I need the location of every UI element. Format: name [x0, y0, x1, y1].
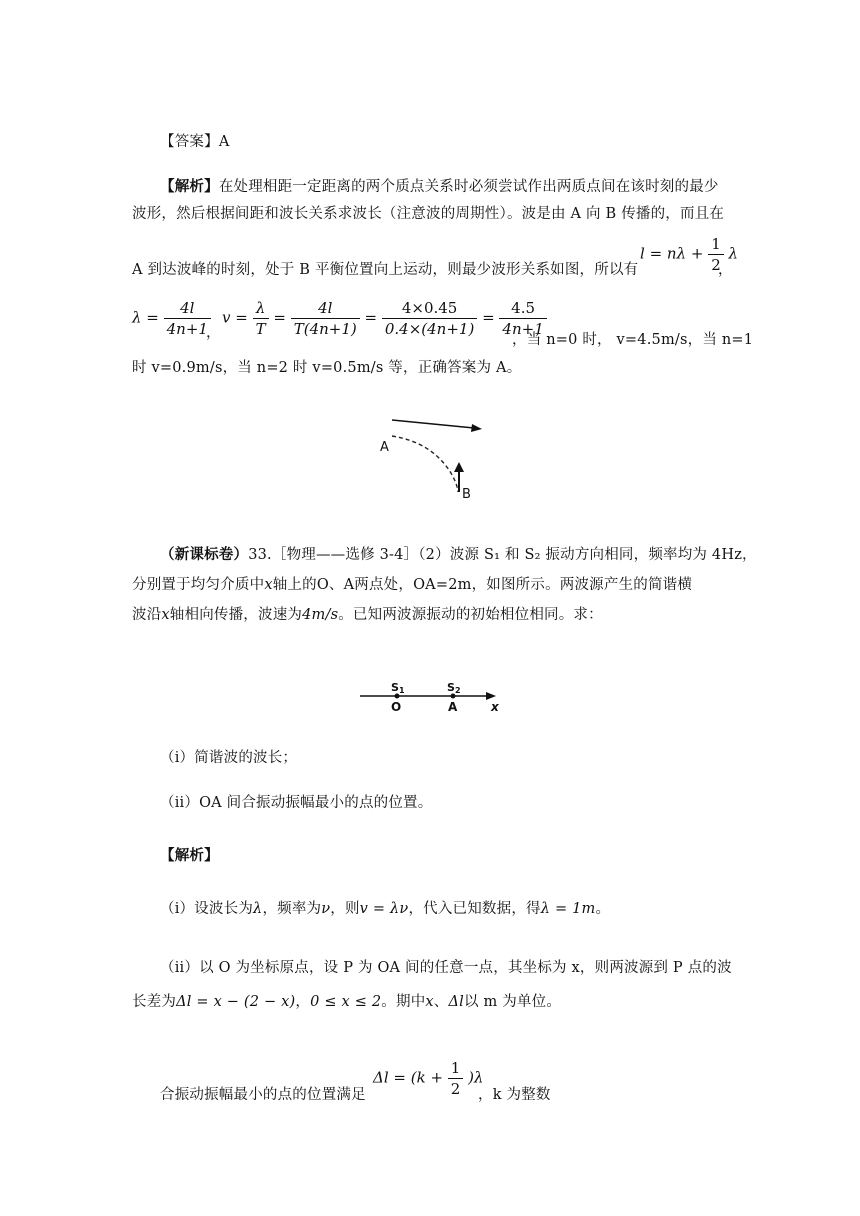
frac-num: λ	[253, 298, 269, 319]
eq-l-rhs: λ	[728, 244, 739, 263]
analysis-line-3: A 到达波峰的时刻，处于 B 平衡位置向上运动，则最少波形关系如图，所以有	[132, 262, 639, 278]
problem-line-1	[160, 544, 757, 566]
analysis-2-label: 【解析】	[160, 847, 219, 864]
analysis-label: 【解析】	[160, 178, 219, 195]
wave-speed: 4m/s	[302, 607, 339, 623]
problem-line-3	[132, 604, 603, 626]
var-x: x	[264, 577, 273, 593]
result-lambda: λ = 1m	[540, 901, 596, 917]
frac-num: 4l	[164, 298, 211, 319]
frac-den: 2	[711, 256, 721, 274]
question-2: （ii）OA 间合振动振幅最小的点的位置。	[160, 795, 433, 811]
equation-condition	[373, 1058, 483, 1099]
question-1: （i）简谐波的波长；	[160, 750, 298, 766]
text: ，代入已知数据，得	[408, 901, 541, 917]
text: 波沿	[132, 607, 162, 623]
text: 。	[595, 901, 611, 917]
cond-fraction	[448, 1058, 464, 1099]
eq-lambda-lhs: λ =	[132, 308, 159, 327]
text: 、	[433, 994, 449, 1010]
distance-oa: OA=2m	[413, 577, 472, 593]
label-a: A	[448, 700, 458, 714]
equation-lambda	[132, 298, 211, 339]
wave-dashed-curve	[392, 436, 458, 492]
text: ，则	[330, 901, 360, 917]
eq-v-lambda-nu: v = λν	[359, 901, 409, 917]
points-oa: O、A	[316, 577, 355, 593]
problem-source: （新课标卷）	[160, 546, 249, 563]
figure-x-axis	[355, 676, 505, 716]
eq-v-frac-3	[382, 298, 477, 339]
velocity-arrow-head	[454, 462, 464, 472]
eq-delta-l: Δl = x − (2 − x)	[176, 994, 296, 1010]
frac-den: 0.4×(4n+1)	[384, 320, 475, 338]
problem-text: 33.［物理——选修 3-4］（2）波源 S₁ 和 S₂ 振动方向相同，频率均为 4Hz，	[248, 547, 757, 563]
label-x: x	[491, 700, 499, 714]
propagation-arrow-line	[392, 420, 474, 428]
frac-den: T(4n+1)	[293, 320, 357, 338]
var-lambda: λ	[253, 901, 263, 917]
frac-den: 4n+1	[166, 320, 208, 338]
var-nu: ν	[321, 901, 331, 917]
text: ，	[295, 994, 311, 1010]
text: 分别置于均匀介质中	[132, 577, 265, 593]
text: 以 m 为单位。	[464, 994, 562, 1010]
answer-line	[160, 131, 229, 153]
analysis-2-part-i	[160, 898, 610, 920]
text: ，频率为	[262, 901, 322, 917]
range-x: 0 ≤ x ≤ 2	[310, 994, 382, 1010]
analysis-line-4-tail: ，当 n=0 时， v=4.5m/s，当 n=1	[512, 332, 754, 348]
equation-v: v = $\frac{\lambda}{T}$ = $\frac{4l}{T(4n+1)}$ = $\frac{4\times 0.45}{0.4\times(4n+1)}$ = $\frac{4.5}{4n+1}$	[222, 298, 547, 339]
frac-den: 2	[450, 1080, 461, 1098]
text: 轴上的	[272, 577, 317, 593]
var-x: x	[161, 607, 170, 623]
var-x: x	[425, 994, 434, 1010]
comma: ，	[206, 325, 221, 341]
analysis-line-5: 时 v=0.9m/s，当 n=2 时 v=0.5m/s 等，正确答案为 A。	[132, 360, 522, 376]
text: 两点处，	[354, 577, 414, 593]
label-s1: S1	[391, 681, 405, 695]
var-delta-l: Δl	[448, 994, 465, 1010]
frac-den: 4n+1	[502, 320, 544, 338]
eq-l-lhs: l = nλ +	[640, 244, 704, 263]
propagation-arrow-head	[471, 424, 482, 432]
label-s2: S2	[447, 681, 461, 695]
frac-num: 4.5	[499, 298, 546, 319]
text: 。期中	[381, 994, 426, 1010]
analysis-2-part-ii-line-1: （ii）以 O 为坐标原点，设 P 为 OA 间的任意一点，其坐标为 x，则两波源到 P 点的波	[160, 960, 732, 976]
label-a: A	[380, 440, 389, 455]
analysis-text: 在处理相距一定距离的两个质点关系时必须尝试作出两质点间在该时刻的最少	[218, 179, 719, 195]
frac-num: 4l	[291, 298, 360, 319]
text: （i）设波长为	[160, 901, 254, 917]
text: 长差为	[132, 994, 177, 1010]
eq-lambda-fraction	[164, 298, 211, 339]
problem-line-2	[132, 574, 692, 596]
figure-wave-a-b	[370, 412, 500, 504]
analysis-line-1	[160, 176, 719, 198]
analysis-2-part-ii-line-2	[132, 991, 561, 1013]
condition-tail: ，k 为整数	[478, 1087, 551, 1103]
answer-value: A	[218, 134, 230, 150]
label-b: B	[462, 487, 471, 502]
frac-den: T	[255, 320, 266, 338]
frac-num: 1	[708, 234, 724, 255]
label-o: O	[391, 700, 402, 714]
frac-num: 4×0.45	[382, 298, 477, 319]
eq-v-frac-1	[253, 298, 269, 339]
analysis-line-2: 波形，然后根据间距和波长关系求波长（注意波的周期性）。波是由 A 向 B 传播的，而且在	[132, 206, 725, 222]
x-axis-arrow-head	[486, 692, 496, 700]
text: 。已知两波源振动的初始相位相同。求：	[338, 607, 603, 623]
eq-v-lhs: v =	[222, 308, 248, 327]
text: ，如图所示。两波源产生的简谐横	[471, 577, 693, 593]
cond-lhs: Δl = (k +	[373, 1068, 444, 1087]
frac-num: 1	[448, 1058, 464, 1079]
text: 轴相向传播，波速为	[169, 607, 303, 623]
condition-text: 合振动振幅最小的点的位置满足	[160, 1087, 366, 1103]
eq-v-frac-2	[291, 298, 360, 339]
cond-rhs: )λ	[468, 1068, 484, 1087]
comma: ，	[718, 262, 733, 278]
answer-label: 【答案】	[160, 134, 219, 150]
